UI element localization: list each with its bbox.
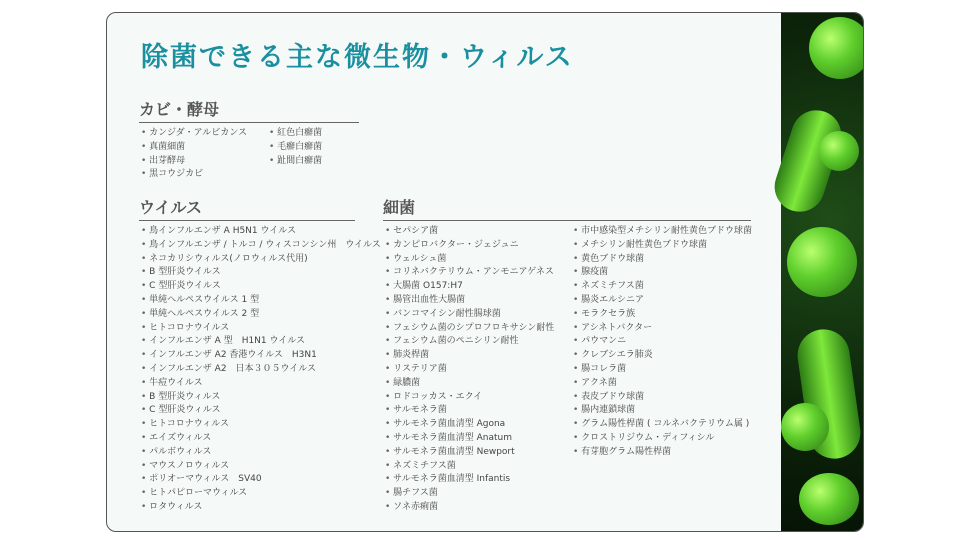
- list-item: • 腺疫菌: [573, 266, 752, 280]
- list-item: • C 型肝炎ウィルス: [141, 404, 381, 418]
- list-item: • セパシア菌: [385, 225, 554, 239]
- list-item: • 単純ヘルペスウイルス 1 型: [141, 294, 381, 308]
- list-item: • 腸チフス菌: [385, 487, 554, 501]
- list-item: • アシネトバクター: [573, 322, 752, 336]
- list-item: • サルモネラ菌: [385, 404, 554, 418]
- list-item: • サルモネラ菌血清型 Newport: [385, 446, 554, 460]
- list-item: • 有芽胞グラム陽性桿菌: [573, 446, 752, 460]
- list-item: • 肺炎桿菌: [385, 349, 554, 363]
- list-item: • メチシリン耐性黄色ブドウ球菌: [573, 239, 752, 253]
- list-item: • クロストリジウム・ディフィシル: [573, 432, 752, 446]
- page-title: 除菌できる主な微生物・ウィルス: [141, 42, 574, 73]
- list-item: • 表皮ブドウ球菌: [573, 391, 752, 405]
- list-item: • ロタウィルス: [141, 501, 381, 515]
- list-item: • 黒コウジカビ: [141, 168, 247, 182]
- list-item: • 鳥インフルエンザ A H5N1 ウイルス: [141, 225, 381, 239]
- list-item: • インフルエンザ A 型 H1N1 ウイルス: [141, 335, 381, 349]
- list-item: • ポリオーマウィルス SV40: [141, 473, 381, 487]
- list-item: • バンコマイシン耐性腸球菌: [385, 308, 554, 322]
- list-item: • サルモネラ菌血清型 Anatum: [385, 432, 554, 446]
- list-item: • ウェルシュ菌: [385, 253, 554, 267]
- list-item: • エイズウィルス: [141, 432, 381, 446]
- list-item: • グラム陽性桿菌 ( コルネバクテリウム属 ): [573, 418, 752, 432]
- list-item: • サルモネラ菌血清型 Infantis: [385, 473, 554, 487]
- list-item: • カンジダ・アルビカンス: [141, 127, 247, 141]
- list-item: • 真菌細菌: [141, 141, 247, 155]
- list-item: • 紅色白癬菌: [269, 127, 322, 141]
- list-item: • フェシウム菌のシプロフロキサシン耐性: [385, 322, 554, 336]
- list-item: • コリネバクテリウム・アンモニアゲネス: [385, 266, 554, 280]
- list-item: • 単純ヘルペスウイルス 2 型: [141, 308, 381, 322]
- section-heading-mold: カビ・酵母: [139, 97, 359, 123]
- list-item: • 毛癬白癬菌: [269, 141, 322, 155]
- list-item: • 緑膿菌: [385, 377, 554, 391]
- list-item: • 腸管出血性大腸菌: [385, 294, 554, 308]
- microbe-illustration: [781, 13, 863, 531]
- section-heading-bacteria: 細菌: [383, 195, 751, 221]
- bacteria-list-col1: [385, 225, 554, 515]
- list-item: • ヒトコロナウィルス: [141, 418, 381, 432]
- virus-list: [141, 225, 381, 515]
- mold-list-col2: [269, 127, 322, 168]
- section-heading-virus: ウイルス: [139, 195, 355, 221]
- list-item: • フェシウム菌のペニシリン耐性: [385, 335, 554, 349]
- list-item: • ネズミチフス菌: [385, 460, 554, 474]
- mold-list-col1: [141, 127, 247, 182]
- list-item: • マウスノロウィルス: [141, 460, 381, 474]
- list-item: • B 型肝炎ウイルス: [141, 266, 381, 280]
- list-item: • C 型肝炎ウイルス: [141, 280, 381, 294]
- microbe-cell: [799, 473, 859, 525]
- list-item: • クレブシエラ肺炎: [573, 349, 752, 363]
- list-item: • モラクセラ族: [573, 308, 752, 322]
- microbe-cell: [787, 227, 857, 297]
- list-item: • B 型肝炎ウィルス: [141, 391, 381, 405]
- list-item: • ヒトコロナウイルス: [141, 322, 381, 336]
- list-item: • 趾間白癬菌: [269, 155, 322, 169]
- list-item: • パルボウィルス: [141, 446, 381, 460]
- list-item: • 腸内連鎖球菌: [573, 404, 752, 418]
- list-item: • 黄色ブドウ球菌: [573, 253, 752, 267]
- list-item: • 腸コレラ菌: [573, 363, 752, 377]
- microbe-cell: [819, 131, 859, 171]
- list-item: • アクネ菌: [573, 377, 752, 391]
- list-item: • ネズミチフス菌: [573, 280, 752, 294]
- microbe-cell: [809, 17, 864, 79]
- list-item: • 牛痘ウイルス: [141, 377, 381, 391]
- list-item: • 出芽酵母: [141, 155, 247, 169]
- list-item: • ネコカリシウィルス(ノロウィルス代用): [141, 253, 381, 267]
- list-item: • ヒトパピローマウィルス: [141, 487, 381, 501]
- list-item: • カンピロバクター・ジェジュニ: [385, 239, 554, 253]
- bacteria-list-col2: [573, 225, 752, 460]
- list-item: • 大腸菌 O157:H7: [385, 280, 554, 294]
- microbe-cell: [781, 403, 829, 451]
- list-item: • ロドコッカス・エクイ: [385, 391, 554, 405]
- list-item: • リステリア菌: [385, 363, 554, 377]
- list-item: • 市中感染型メチシリン耐性黄色ブドウ球菌: [573, 225, 752, 239]
- list-item: • インフルエンザ A2 日本３０５ウイルス: [141, 363, 381, 377]
- content-card: [106, 12, 864, 532]
- list-item: • ソネ赤痢菌: [385, 501, 554, 515]
- list-item: • インフルエンザ A2 香港ウイルス H3N1: [141, 349, 381, 363]
- list-item: • パウマンニ: [573, 335, 752, 349]
- list-item: • サルモネラ菌血清型 Agona: [385, 418, 554, 432]
- list-item: • 腸炎エルシニア: [573, 294, 752, 308]
- list-item: • 鳥インフルエンザ / トルコ / ウィスコンシン州 ウイルス: [141, 239, 381, 253]
